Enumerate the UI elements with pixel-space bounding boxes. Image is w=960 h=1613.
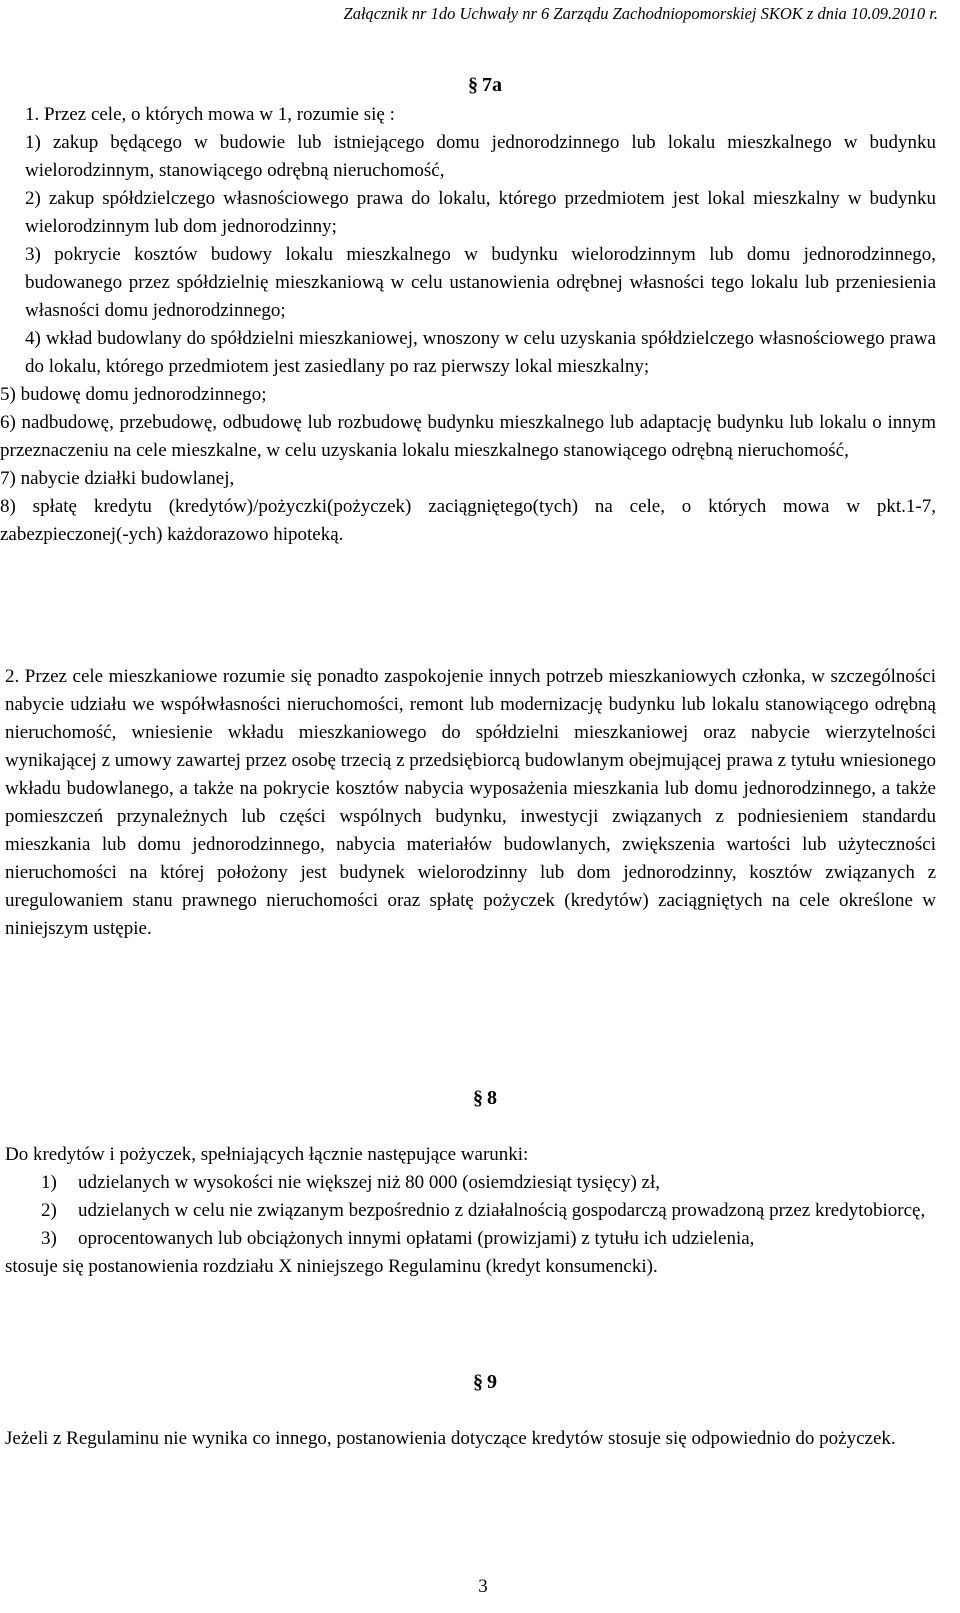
- paragraph-text: 2. Przez cele mieszkaniowe rozumie się ponadto zaspokojenie innych potrzeb mieszkaniowych członka, w szczególności nabycie udziału we współwłasności nieruchomości, remont lub modernizację budynku lub lokalu stanowiącego odrębną nieruchomość, wniesienie wkładu mieszkaniowego do spółdzielni mieszkaniowej oraz nabycie wierzytelności wynikającej z umowy zawartej przez osobę trzecią z przedsiębiorcą budowlanym obejmującej prawa z tytułu wniesionego wkładu budowlanego, a także na pokrycie kosztów nabycia wyposażenia mieszkania lub domu jednorodzinnego, a także pomieszczeń przynależnych lub części wspólnych budynku, inwestycji związanych z podniesieniem standardu mieszkania lub domu jednorodzinnego, nabycia materiałów budowlanych, zwiększenia wartości lub użyteczności nieruchomości na której położony jest budynek wielorodzinny lub dom jednorodzinny, kosztów związanych z uregulowaniem stanu prawnego nieruchomości oraz spłatę pożyczek (kredytów) zaciągniętych na cele określone w niniejszym ustępie.: [5, 666, 936, 939]
- section-8-heading: [0, 1084, 960, 1112]
- list-item-number: 1): [41, 1172, 57, 1193]
- paragraph-closing: stosuje się postanowienia rozdziału X niniejszego Regulaminu (kredyt konsumencki).: [5, 1256, 658, 1277]
- list-item: 6) nadbudowę, przebudowę, odbudowę lub rozbudowę budynku mieszkalnego lub adaptację budynku lub lokalu o innym przeznaczeniu na cele mieszkalne, w celu uzyskania lokalu mieszkalnego stanowiącego odrębną nieruchomość,: [0, 412, 936, 461]
- section-symbol: §: [473, 1371, 483, 1393]
- purpose-list: [0, 129, 936, 549]
- list-item-text: udzielanych w wysokości nie większej niż 80 000 (osiemdziesiąt tysięcy) zł,: [78, 1172, 660, 1193]
- section-7a-paragraph-1: [0, 101, 936, 549]
- list-item-number: 2): [41, 1200, 57, 1221]
- list-item: [5, 1197, 936, 1225]
- page-number: 3: [478, 1576, 488, 1597]
- list-item: 4) wkład budowlany do spółdzielni mieszkaniowej, wnoszony w celu uzyskania spółdzielczego własnościowego prawa do lokalu, którego przedmiotem jest zasiedlany po raz pierwszy lokal mieszkalny;: [25, 328, 936, 377]
- list-item: 3) pokrycie kosztów budowy lokalu mieszkalnego w budynku wielorodzinnym lub domu jednorodzinnego, budowanego przez spółdzielnię mieszkaniową w celu ustanowienia odrębnej własności tego lokalu lub przeniesienia własności domu jednorodzinnego;: [25, 244, 936, 321]
- list-item: 1) zakup będącego w budowie lub istniejącego domu jednorodzinnego lub lokalu mieszkalnego w budynku wielorodzinnym, stanowiącego odrębną nieruchomość,: [25, 132, 936, 181]
- paragraph-intro: Do kredytów i pożyczek, spełniających łącznie następujące warunki:: [5, 1144, 529, 1165]
- list-item: [5, 1225, 936, 1253]
- list-item-text: oprocentowanych lub obciążonych innymi opłatami (prowizjami) z tytułu ich udzielenia,: [78, 1228, 755, 1249]
- paragraph-intro: 1. Przez cele, o których mowa w 1, rozumie się :: [25, 104, 395, 125]
- list-item-text: udzielanych w celu nie związanym bezpośrednio z działalnością gospodarczą prowadzoną przez kredytobiorcę,: [78, 1200, 926, 1221]
- section-8-body: [5, 1141, 936, 1281]
- attachment-header: Załącznik nr 1do Uchwały nr 6 Zarządu Zachodniopomorskiej SKOK z dnia 10.09.2010 r.: [343, 4, 938, 23]
- section-7a-heading: [0, 71, 960, 99]
- section-symbol: §: [473, 1087, 483, 1109]
- section-7a-paragraph-2: [5, 663, 936, 943]
- section-number: 7a: [482, 74, 502, 96]
- conditions-list: [5, 1169, 936, 1253]
- list-item: 2) zakup spółdzielczego własnościowego prawa do lokalu, którego przedmiotem jest lokal mieszkalny w budynku wielorodzinnym lub dom jednorodzinny;: [25, 188, 936, 237]
- section-number: 9: [487, 1371, 497, 1393]
- section-9-body: [5, 1425, 936, 1453]
- paragraph-text: Jeżeli z Regulaminu nie wynika co innego, postanowienia dotyczące kredytów stosuje się odpowiednio do pożyczek.: [5, 1428, 896, 1449]
- section-symbol: §: [468, 74, 478, 96]
- list-item: 8) spłatę kredytu (kredytów)/pożyczki(pożyczek) zaciągniętego(tych) na cele, o których mowa w pkt.1-7, zabezpieczonej(-ych) każdorazowo hipoteką.: [0, 496, 936, 545]
- list-item: 7) nabycie działki budowlanej,: [0, 468, 235, 489]
- section-number: 8: [487, 1087, 497, 1109]
- section-9-heading: [0, 1368, 960, 1396]
- list-item: [5, 1169, 936, 1197]
- list-item: 5) budowę domu jednorodzinnego;: [0, 384, 267, 405]
- list-item-number: 3): [41, 1228, 57, 1249]
